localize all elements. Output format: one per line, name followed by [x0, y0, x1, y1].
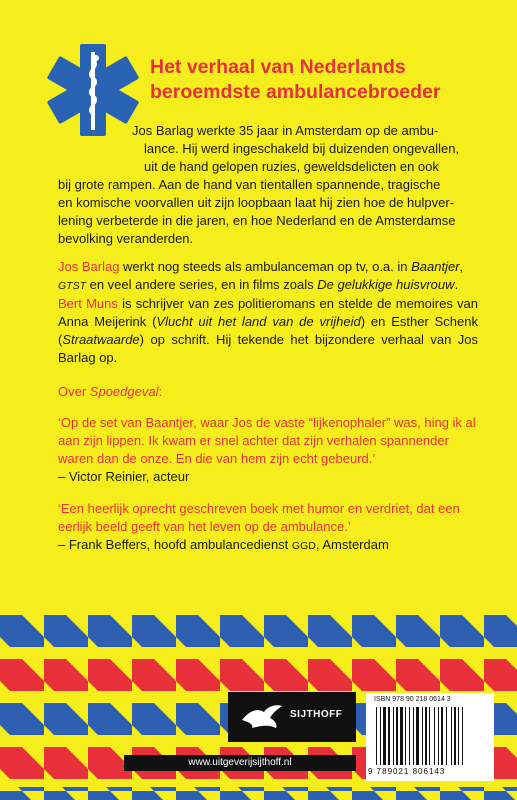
authors-text: is schrijver van zes politieromans en stelde de memoires van Anna Meijerink ( [58, 296, 478, 329]
review-quote [58, 414, 478, 486]
authors-text: ) op schrift. Hij tekende het bijzondere verhaal van Jos Barlag op. [58, 332, 478, 365]
summary-line: lance. Hij werd ingeschakeld bij duizenden ongevallen, [144, 141, 460, 156]
about-book-title: Spoedgeval [89, 384, 159, 399]
publisher-logo [228, 692, 356, 742]
series-title-gtst: GTST [58, 280, 86, 292]
quote-text: ‘Op de set van Baantjer, waar Jos de vaste “lijkenophaler” was, hing ik al aan zijn lippen. Ik kwam er snel achter dat zijn verhalen spannender waren dan de onze. En die van hem zijn echt gebeurd.’ [58, 415, 476, 466]
authors-text: . [454, 277, 459, 292]
quote-attribution: – Frank Beffers, hoofd ambulancedienst GGD, Amsterdam [58, 537, 389, 552]
authors-text: werkt nog steeds als ambulanceman op tv, o.a. in [119, 259, 412, 274]
author-name-jos: Jos Barlag [58, 259, 120, 274]
summary-line: en komische voorvallen uit zijn loopbaan laat hij zien hoe de hulpver- [58, 195, 455, 210]
publisher-name: SIJTHOFF [290, 709, 343, 720]
barcode-panel [366, 693, 494, 781]
about-heading: Over Spoedgeval: [58, 384, 163, 399]
summary-line: bevolking veranderden. [58, 231, 194, 246]
authors-text: , [459, 259, 464, 274]
summary-line: Jos Barlag werkte 35 jaar in Amsterdam op de ambu- [132, 123, 439, 138]
headline [150, 55, 490, 105]
author-name-bert: Bert Muns [58, 296, 118, 311]
publisher-url: www.uitgeverijsijthoff.nl [124, 755, 356, 771]
book-title: Vlucht uit het land van de vrijheid [156, 314, 361, 329]
book-title: Straatwaarde [62, 332, 140, 347]
bird-logo-icon [238, 698, 286, 734]
authors-text: en veel andere series, en in films zoals [86, 277, 318, 292]
headline-line-1: Het verhaal van Nederlands [150, 56, 406, 78]
authors-text: ) en Esther Schenk ( [58, 314, 478, 347]
barcode-icon [372, 707, 488, 767]
barcode-number: 9 789021 806143 [368, 767, 446, 776]
film-title: De gelukkige huisvrouw [317, 277, 455, 292]
headline-line-2: beroemdste ambulancebroeder [150, 81, 441, 103]
quote-text: ‘Een heerlijk oprecht geschreven boek met humor en verdriet, dat een eerlijk beeld geeft van het leven op de ambulance.’ [58, 501, 460, 534]
review-quote [58, 500, 478, 555]
series-title: Baantjer [411, 259, 460, 274]
authors-paragraph [58, 258, 478, 367]
summary-line: uit de hand gelopen ruzies, geweldsdelicten en ook [144, 159, 439, 174]
summary-paragraph [58, 122, 478, 248]
isbn-label: ISBN 978 90 218 0614 3 [374, 696, 451, 703]
summary-line: bij grote rampen. Aan de hand van tientallen spannende, tragische [58, 177, 441, 192]
quote-attribution: – Victor Reinier, acteur [58, 469, 190, 484]
summary-line: lening verbeterde in die jaren, en hoe Nederland en de Amsterdamse [58, 213, 456, 228]
